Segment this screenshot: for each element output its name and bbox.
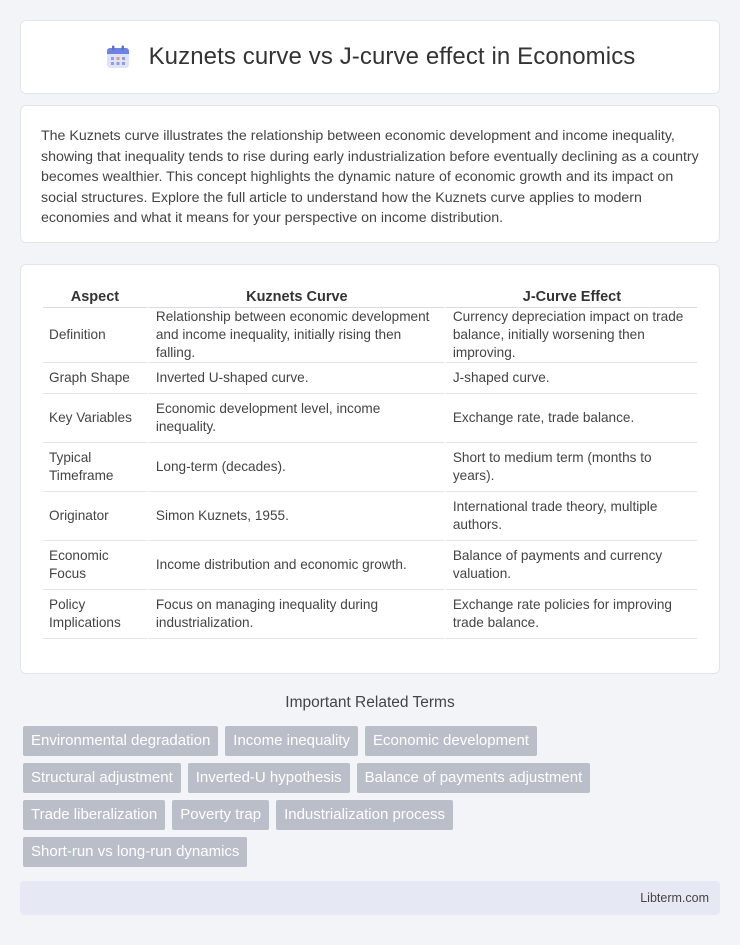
related-term-tag[interactable]: Industrialization process — [276, 800, 453, 830]
related-term-tag[interactable]: Inverted-U hypothesis — [188, 763, 350, 793]
table-row — [43, 541, 697, 590]
row-jcurve: J-shaped curve. — [444, 363, 697, 394]
row-jcurve: Short to medium term (months to years). — [444, 443, 697, 492]
row-aspect: Originator — [43, 492, 147, 541]
row-kuznets: Focus on managing inequality during industrialization. — [147, 590, 444, 639]
related-term-tag[interactable]: Balance of payments adjustment — [357, 763, 591, 793]
related-term-tag[interactable]: Structural adjustment — [23, 763, 181, 793]
intro-text: The Kuznets curve illustrates the relationship between economic development and income inequality, showing that inequality tends to rise during early industrialization before eventually declining as a country becomes wealthier. This concept highlights the dynamic nature of economic growth and its impact on social structures. Explore the full article to understand how the Kuznets curve applies to modern economies and what it means for your perspective on income distribution. — [41, 128, 699, 226]
calendar-icon — [105, 44, 131, 70]
intro-card — [20, 105, 720, 243]
row-aspect: Key Variables — [43, 394, 147, 443]
table-row — [43, 363, 697, 394]
row-kuznets: Simon Kuznets, 1955. — [147, 492, 444, 541]
related-term-tag[interactable]: Short-run vs long-run dynamics — [23, 837, 247, 867]
table-row — [43, 443, 697, 492]
row-kuznets: Relationship between economic development and income inequality, initially rising then falling. — [147, 308, 444, 363]
footer — [20, 881, 720, 915]
table-row — [43, 394, 697, 443]
tag-row — [23, 726, 723, 756]
row-aspect: Graph Shape — [43, 363, 147, 394]
tag-row — [23, 763, 723, 793]
related-term-tag[interactable]: Poverty trap — [172, 800, 269, 830]
row-jcurve: International trade theory, multiple authors. — [444, 492, 697, 541]
row-aspect: Typical Timeframe — [43, 443, 147, 492]
related-term-tag[interactable]: Economic development — [365, 726, 537, 756]
row-jcurve: Currency depreciation impact on trade balance, initially worsening then improving. — [444, 308, 697, 363]
row-kuznets: Inverted U-shaped curve. — [147, 363, 444, 394]
row-kuznets: Long-term (decades). — [147, 443, 444, 492]
row-kuznets: Economic development level, income inequality. — [147, 394, 444, 443]
table-header-row — [43, 285, 697, 308]
page-title: Kuznets curve vs J-curve effect in Economics — [148, 43, 636, 70]
column-header-aspect: Aspect — [43, 285, 147, 308]
row-jcurve: Balance of payments and currency valuation. — [444, 541, 697, 590]
table-row — [43, 308, 697, 363]
related-term-tag[interactable]: Trade liberalization — [23, 800, 165, 830]
footer-site-link[interactable]: Libterm.com — [640, 891, 709, 905]
related-term-tag[interactable]: Environmental degradation — [23, 726, 218, 756]
row-aspect: Policy Implications — [43, 590, 147, 639]
related-term-tag[interactable]: Income inequality — [225, 726, 358, 756]
row-aspect: Definition — [43, 308, 147, 363]
header-card — [20, 20, 720, 94]
related-terms-title: Important Related Terms — [285, 694, 455, 711]
related-terms-list — [23, 726, 723, 874]
row-aspect: Economic Focus — [43, 541, 147, 590]
tag-row — [23, 837, 723, 867]
row-jcurve: Exchange rate, trade balance. — [444, 394, 697, 443]
table-row — [43, 590, 697, 639]
title-wrap — [105, 43, 636, 71]
tag-row — [23, 800, 723, 830]
row-jcurve: Exchange rate policies for improving trade balance. — [444, 590, 697, 639]
table-row — [43, 492, 697, 541]
comparison-table-card — [20, 264, 720, 674]
column-header-kuznets: Kuznets Curve — [147, 285, 444, 308]
comparison-table — [43, 285, 697, 639]
column-header-jcurve: J-Curve Effect — [444, 285, 697, 308]
row-kuznets: Income distribution and economic growth. — [147, 541, 444, 590]
